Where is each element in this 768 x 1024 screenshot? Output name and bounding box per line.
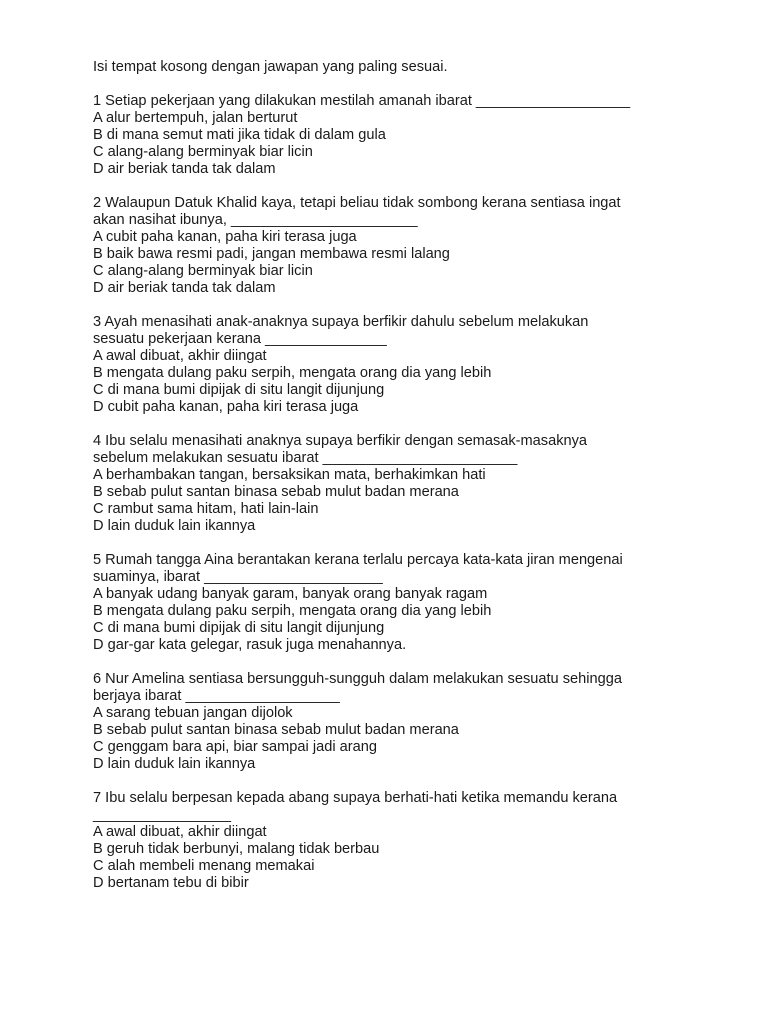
question-text: 2 Walaupun Datuk Khalid kaya, tetapi beliau tidak sombong kerana sentiasa ingat (93, 195, 621, 211)
option-a: A sarang tebuan jangan dijolok (93, 705, 293, 721)
option-c: C di mana bumi dipijak di situ langit dijunjung (93, 382, 385, 398)
option-a: A awal dibuat, akhir diingat (93, 348, 267, 364)
question-text-continued: _________________ (93, 807, 231, 823)
option-c: C alang-alang berminyak biar licin (93, 144, 313, 160)
option-d: D air beriak tanda tak dalam (93, 161, 276, 177)
option-c: C rambut sama hitam, hati lain-lain (93, 501, 319, 517)
question-1 (93, 93, 713, 178)
question-text-continued: sebelum melakukan sesuatu ibarat ________________________ (93, 450, 518, 466)
option-b: B sebab pulut santan binasa sebab mulut badan merana (93, 722, 459, 738)
option-b: B mengata dulang paku serpih, mengata orang dia yang lebih (93, 603, 492, 619)
option-a: A cubit paha kanan, paha kiri terasa juga (93, 229, 357, 245)
question-text-continued: akan nasihat ibunya, _______________________ (93, 212, 418, 228)
option-c: C genggam bara api, biar sampai jadi arang (93, 739, 377, 755)
worksheet-page (93, 59, 713, 909)
option-b: B sebab pulut santan binasa sebab mulut badan merana (93, 484, 459, 500)
option-c: C di mana bumi dipijak di situ langit dijunjung (93, 620, 385, 636)
instruction-text: Isi tempat kosong dengan jawapan yang paling sesuai. (93, 59, 448, 75)
question-3 (93, 314, 713, 416)
option-d: D air beriak tanda tak dalam (93, 280, 276, 296)
question-text: 1 Setiap pekerjaan yang dilakukan mestilah amanah ibarat ___________________ (93, 93, 631, 109)
option-c: C alang-alang berminyak biar licin (93, 263, 313, 279)
question-text: 3 Ayah menasihati anak-anaknya supaya berfikir dahulu sebelum melakukan (93, 314, 589, 330)
option-a: A banyak udang banyak garam, banyak orang banyak ragam (93, 586, 488, 602)
question-4 (93, 433, 713, 535)
option-d: D cubit paha kanan, paha kiri terasa juga (93, 399, 359, 415)
question-2 (93, 195, 713, 297)
question-text-continued: suaminya, ibarat ______________________ (93, 569, 383, 585)
option-d: D lain duduk lain ikannya (93, 518, 256, 534)
option-a: A berhambakan tangan, bersaksikan mata, berhakimkan hati (93, 467, 486, 483)
question-text: 4 Ibu selalu menasihati anaknya supaya berfikir dengan semasak-masaknya (93, 433, 588, 449)
option-c: C alah membeli menang memakai (93, 858, 315, 874)
question-7 (93, 790, 713, 892)
question-5 (93, 552, 713, 654)
option-b: B di mana semut mati jika tidak di dalam gula (93, 127, 386, 143)
option-d: D bertanam tebu di bibir (93, 875, 249, 891)
question-text-continued: berjaya ibarat ___________________ (93, 688, 340, 704)
option-a: A awal dibuat, akhir diingat (93, 824, 267, 840)
option-d: D gar-gar kata gelegar, rasuk juga menahannya. (93, 637, 407, 653)
option-b: B mengata dulang paku serpih, mengata orang dia yang lebih (93, 365, 492, 381)
option-b: B baik bawa resmi padi, jangan membawa resmi lalang (93, 246, 450, 262)
question-text: 5 Rumah tangga Aina berantakan kerana terlalu percaya kata-kata jiran mengenai (93, 552, 623, 568)
question-text: 6 Nur Amelina sentiasa bersungguh-sungguh dalam melakukan sesuatu sehingga (93, 671, 622, 687)
question-text-continued: sesuatu pekerjaan kerana _______________ (93, 331, 387, 347)
question-text: 7 Ibu selalu berpesan kepada abang supaya berhati-hati ketika memandu kerana (93, 790, 618, 806)
question-6 (93, 671, 713, 773)
option-a: A alur bertempuh, jalan berturut (93, 110, 298, 126)
option-d: D lain duduk lain ikannya (93, 756, 256, 772)
option-b: B geruh tidak berbunyi, malang tidak berbau (93, 841, 380, 857)
